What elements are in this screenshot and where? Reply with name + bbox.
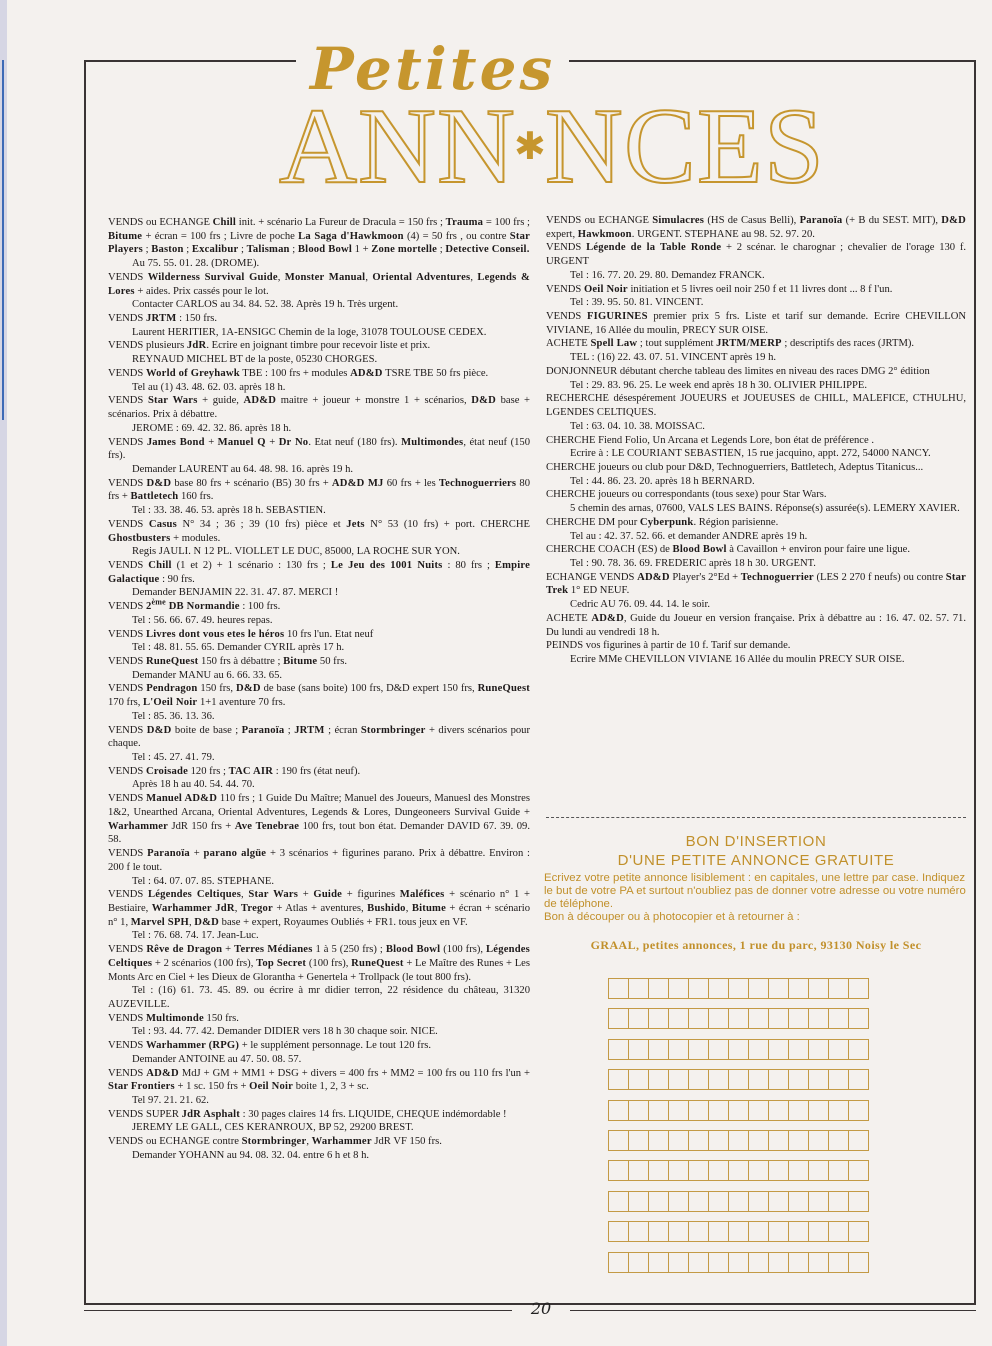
letter-box[interactable]	[668, 1100, 689, 1121]
ad-paragraph: Tel : 63. 04. 10. 38. MOISSAC.	[570, 420, 705, 432]
ad-paragraph: Tel : 56. 66. 67. 49. heures repas.	[132, 614, 273, 626]
ad-paragraph: Demander MANU au 6. 66. 33. 65.	[132, 669, 283, 681]
letter-box[interactable]	[788, 978, 809, 999]
letter-box[interactable]	[648, 1252, 669, 1273]
letter-box[interactable]	[648, 1221, 669, 1242]
ad-paragraph: Ecrire à : LE COURIANT SEBASTIEN, 15 rue jacquino, appt. 272, 54000 NANCY.	[570, 448, 931, 460]
ad-paragraph: Au 75. 55. 01. 28. (DROME).	[132, 258, 260, 270]
title-annonces	[272, 87, 832, 206]
ad-paragraph: VENDS D&D boite de base ; Paranoïa ; JRTM ; écran Stormbringer + divers scénarios pour chaque.	[108, 724, 531, 750]
letter-box[interactable]	[808, 1100, 829, 1121]
ad-paragraph: Tel : 90. 78. 36. 69. FREDERIC après 18 h 30. URGENT.	[570, 557, 816, 569]
letter-box[interactable]	[688, 1130, 709, 1151]
letter-box[interactable]	[628, 1130, 649, 1151]
letter-box[interactable]	[668, 1130, 689, 1151]
letter-box[interactable]	[608, 1191, 629, 1212]
letter-box[interactable]	[808, 1191, 829, 1212]
ad-paragraph: VENDS Rêve de Dragon + Terres Médianes 1 à 5 (250 frs) ; Blood Bowl (100 frs), Légendes Celtiques + 2 scénarios (100 frs), Top Secret (100 frs), RuneQuest + Le Maître des Runes + Les Monts Arc en Ciel + les Dieux de Glorantha + Genertela + Trollpack (le tout 800 frs).	[108, 944, 531, 983]
ad-paragraph: Tel : 45. 27. 41. 79.	[132, 752, 215, 764]
ad-paragraph: Après 18 h au 40. 54. 44. 70.	[132, 779, 255, 791]
letter-box[interactable]	[728, 1130, 749, 1151]
ad-paragraph: VENDS Oeil Noir initiation et 5 livres oeil noir 250 f et 11 livres dont ... 8 f l'un.	[546, 283, 893, 295]
ad-paragraph: Demander ANTOINE au 47. 50. 08. 57.	[132, 1053, 302, 1065]
ad-paragraph: Ecrire MMe CHEVILLON VIVIANE 16 Allée du moulin PRECY SUR OISE.	[570, 654, 905, 665]
coupon-heading-line1: BON D'INSERTION	[685, 833, 827, 850]
letter-box[interactable]	[748, 978, 769, 999]
ad-paragraph: CHERCHE DM pour Cyberpunk. Région parisienne.	[546, 516, 779, 528]
letter-box[interactable]	[608, 978, 629, 999]
ad-paragraph: Tel au : 42. 37. 52. 66. et demander ANDRE après 19 h.	[570, 530, 808, 542]
letter-box[interactable]	[708, 978, 729, 999]
letter-box[interactable]	[748, 1039, 769, 1060]
grid-row	[608, 1191, 869, 1212]
ad-paragraph: CHERCHE COACH (ES) de Blood Bowl à Cavaillon + environ pour faire une ligue.	[546, 544, 911, 556]
letter-box[interactable]	[648, 1130, 669, 1151]
letter-box[interactable]	[608, 1130, 629, 1151]
letter-box[interactable]	[748, 1008, 769, 1029]
ad-paragraph: VENDS Multimonde 150 frs.	[108, 1012, 239, 1024]
letter-box[interactable]	[608, 1221, 629, 1242]
ad-paragraph: Tel : 16. 77. 20. 29. 80. Demandez FRANCK.	[570, 269, 765, 281]
letter-box[interactable]	[648, 1008, 669, 1029]
ad-paragraph: DONJONNEUR débutant cherche tableau des limites en niveau des races DMG 2° édition	[546, 365, 930, 377]
letter-box[interactable]	[828, 1100, 849, 1121]
letter-box[interactable]	[688, 1039, 709, 1060]
ad-paragraph: Tel : 85. 36. 13. 36.	[132, 710, 215, 722]
letter-box[interactable]	[808, 1130, 829, 1151]
letter-box[interactable]	[628, 1008, 649, 1029]
grid-row	[608, 1252, 869, 1273]
ad-paragraph: Tel : 39. 95. 50. 81. VINCENT.	[570, 297, 704, 309]
letter-box[interactable]	[768, 1221, 789, 1242]
letter-box[interactable]	[768, 978, 789, 999]
letter-box[interactable]	[848, 1252, 869, 1273]
title-annonces-left: ANN	[279, 87, 517, 206]
ad-paragraph: Tel : 33. 38. 46. 53. après 18 h. SEBASTIEN.	[132, 505, 326, 517]
grid-row	[608, 978, 869, 999]
coupon-instruction-text: Ecrivez votre petite annonce lisiblement : en capitales, une lettre par case. Indiquez le but de votre PA et surtout n'oubliez pas de donner votre adresse ou votre numéro de téléphone.	[544, 872, 966, 910]
letter-box[interactable]	[788, 1100, 809, 1121]
letter-box[interactable]	[668, 1039, 689, 1060]
letter-box[interactable]	[788, 1252, 809, 1273]
letter-box[interactable]	[788, 1069, 809, 1090]
letter-box[interactable]	[808, 1252, 829, 1273]
ad-paragraph: Tel : 29. 83. 96. 25. Le week end après 18 h 30. OLIVIER PHILIPPE.	[570, 379, 868, 391]
letter-box[interactable]	[648, 1100, 669, 1121]
letter-box[interactable]	[788, 1130, 809, 1151]
letter-box[interactable]	[708, 1100, 729, 1121]
ad-paragraph: VENDS Casus N° 34 ; 36 ; 39 (10 frs) pièce et Jets N° 53 (10 frs) + port. CHERCHE Ghostbusters + modules.	[108, 518, 530, 544]
letter-box[interactable]	[808, 1160, 829, 1181]
ad-paragraph: VENDS Légende de la Table Ronde + 2 scénar. le charognar ; chevalier de l'orage 130 f. URGENT	[546, 242, 966, 268]
letter-box[interactable]	[848, 978, 869, 999]
letter-box[interactable]	[728, 1252, 749, 1273]
ad-paragraph: VENDS SUPER JdR Asphalt : 30 pages claires 14 frs. LIQUIDE, CHEQUE indémordable !	[108, 1108, 507, 1120]
letter-box[interactable]	[828, 1160, 849, 1181]
ad-paragraph: Cedric AU 76. 09. 44. 14. le soir.	[570, 599, 711, 611]
letter-box[interactable]	[728, 1191, 749, 1212]
ad-paragraph: VENDS Wilderness Survival Guide, Monster Manual, Oriental Adventures, Legends & Lores + aides. Prix cassés pour le lot.	[108, 271, 531, 297]
page-number: 20	[530, 1299, 552, 1318]
page-edge-stripe	[2, 60, 4, 420]
letter-box[interactable]	[628, 1160, 649, 1181]
ad-paragraph: VENDS Légendes Celtiques, Star Wars + Guide + figurines Maléfices + scénario n° 1 + Bestiaire, Warhammer JdR, Tregor + Atlas + aventures, Bushido, Bitume + écran + scénario n° 1, Marvel SPH, D&D base + expert, Royaumes Oubliés + FR1. tous jeux en VF.	[108, 889, 531, 928]
letter-box[interactable]	[708, 1221, 729, 1242]
ad-paragraph: VENDS ou ECHANGE Chill init. + scénario La Fureur de Dracula = 150 frs ; Trauma = 100 frs ; Bitume + écran = 100 frs ; Livre de poche La Saga d'Hawkmoon (4) = 50 frs , ou contre Star Players ; Baston ; Excalibur ; Talisman ; Blood Bowl 1 + Zone mortelle ; Detective Conseil.	[108, 217, 530, 256]
letter-box[interactable]	[828, 1069, 849, 1090]
letter-box[interactable]	[848, 1130, 869, 1151]
letter-box[interactable]	[668, 978, 689, 999]
title-annonces-right: NCES	[544, 87, 825, 206]
ad-paragraph: 5 chemin des arnas, 07600, VALS LES BAINS. Réponse(s) assurée(s). LEMERY XAVIER.	[570, 503, 960, 515]
ad-paragraph: CHERCHE Fiend Folio, Un Arcana et Legends Lore, bon état de préférence .	[546, 434, 875, 446]
ad-paragraph: Tel 97. 21. 21. 62.	[132, 1095, 209, 1106]
letter-box[interactable]	[788, 1039, 809, 1060]
ad-paragraph: VENDS Croisade 120 frs ; TAC AIR : 190 frs (état neuf).	[108, 765, 361, 777]
letter-box[interactable]	[768, 1191, 789, 1212]
letter-box[interactable]	[608, 1160, 629, 1181]
ad-paragraph: Demander LAURENT au 64. 48. 98. 16. après 19 h.	[132, 463, 354, 475]
letter-box[interactable]	[688, 1160, 709, 1181]
ad-paragraph: VENDS D&D base 80 frs + scénario (B5) 30 frs + AD&D MJ 60 frs + les Technoguerriers 80 frs + Battletech 160 frs.	[108, 477, 530, 503]
ad-paragraph: VENDS JRTM : 150 frs.	[108, 313, 218, 325]
ad-paragraph: Tel au (1) 43. 48. 62. 03. après 18 h.	[132, 381, 286, 393]
letter-box[interactable]	[628, 1100, 649, 1121]
letter-box[interactable]	[828, 1221, 849, 1242]
ads-column-right	[546, 214, 966, 667]
grid-row	[608, 1008, 869, 1029]
letter-box[interactable]	[828, 1191, 849, 1212]
ad-paragraph: Tel : (16) 61. 73. 45. 89. ou écrire à mr didier terron, 22 résidence du château, 31320 AUZEVILLE.	[108, 985, 530, 1010]
ad-paragraph: Laurent HERITIER, 1A-ENSIGC Chemin de la loge, 31078 TOULOUSE CEDEX.	[132, 326, 487, 338]
grid-row	[608, 1069, 869, 1090]
letter-box[interactable]	[768, 1160, 789, 1181]
letter-box[interactable]	[648, 1039, 669, 1060]
ad-paragraph: REYNAUD MICHEL BT de la poste, 05230 CHORGES.	[132, 354, 378, 366]
ad-paragraph: JEREMY LE GALL, CES KERANROUX, BP 52, 29200 BREST.	[132, 1122, 414, 1134]
grid-row	[608, 1039, 869, 1060]
letter-box[interactable]	[748, 1160, 769, 1181]
ad-paragraph: TEL : (16) 22. 43. 07. 51. VINCENT après 19 h.	[570, 352, 777, 364]
ad-paragraph: VENDS ou ECHANGE Simulacres (HS de Casus Belli), Paranoïa (+ B du SEST. MIT), D&D expert, Hawkmoon. URGENT. STEPHANE au 98. 52. 97. 20.	[546, 215, 966, 240]
letter-box[interactable]	[648, 1160, 669, 1181]
letter-box[interactable]	[708, 1130, 729, 1151]
ad-paragraph: VENDS Paranoïa + parano algüe + 3 scénarios + figurines parano. Prix à débattre. Environ : 200 f le tout.	[108, 848, 531, 873]
letter-box[interactable]	[828, 1008, 849, 1029]
letter-box[interactable]	[668, 1160, 689, 1181]
letter-box[interactable]	[608, 1252, 629, 1273]
footer-rule-left	[84, 1310, 512, 1311]
ad-paragraph: VENDS Warhammer (RPG) + le supplément personnage. Le tout 120 frs.	[108, 1040, 432, 1052]
coupon-instruction-return: Bon à découper ou à photocopier et à retourner à :	[544, 911, 800, 923]
coupon-instructions	[544, 872, 968, 924]
letter-box[interactable]	[848, 1100, 869, 1121]
letter-box[interactable]	[748, 1191, 769, 1212]
letter-box[interactable]	[748, 1100, 769, 1121]
star-icon: ✱	[514, 126, 547, 168]
letter-box[interactable]	[708, 1160, 729, 1181]
letter-box[interactable]	[628, 1069, 649, 1090]
letter-box[interactable]	[848, 1069, 869, 1090]
ad-paragraph: Demander YOHANN au 94. 08. 32. 04. entre 6 h et 8 h.	[132, 1149, 370, 1161]
ad-paragraph: RECHERCHE désespérement JOUEURS et JOUEUSES de CHILL, MALEFICE, CTHULHU, LGENDES CELTIQUES.	[546, 393, 966, 419]
letter-box[interactable]	[748, 1252, 769, 1273]
letter-box[interactable]	[808, 1039, 829, 1060]
letter-grid	[608, 978, 869, 1282]
ad-paragraph: VENDS ou ECHANGE contre Stormbringer, Warhammer JdR VF 150 frs.	[108, 1136, 442, 1148]
letter-box[interactable]	[708, 1069, 729, 1090]
ad-paragraph: VENDS FIGURINES premier prix 5 frs. Liste et tarif sur demande. Ecrire CHEVILLON VIVIANE, 16 Allée du moulin, PRECY SUR OISE.	[546, 311, 966, 336]
ad-paragraph: PEINDS vos figurines à partir de 10 f. Tarif sur demande.	[546, 640, 791, 652]
letter-box[interactable]	[608, 1008, 629, 1029]
letter-box[interactable]	[628, 1191, 649, 1212]
letter-box[interactable]	[688, 1069, 709, 1090]
ad-paragraph: Regis JAULI. N 12 PL. VIOLLET LE DUC, 85000, LA ROCHE SUR YON.	[132, 546, 460, 558]
letter-box[interactable]	[608, 1100, 629, 1121]
letter-box[interactable]	[668, 1069, 689, 1090]
letter-box[interactable]	[768, 1252, 789, 1273]
letter-box[interactable]	[668, 1008, 689, 1029]
letter-box[interactable]	[608, 1039, 629, 1060]
ad-paragraph: CHERCHE joueurs ou correspondants (tous sexe) pour Star Wars.	[546, 489, 827, 501]
letter-box[interactable]	[628, 1221, 649, 1242]
grid-row	[608, 1221, 869, 1242]
letter-box[interactable]	[688, 978, 709, 999]
footer-rule-right	[570, 1310, 976, 1311]
letter-box[interactable]	[808, 1221, 829, 1242]
letter-box[interactable]	[728, 978, 749, 999]
letter-box[interactable]	[768, 1008, 789, 1029]
letter-box[interactable]	[828, 1039, 849, 1060]
letter-box[interactable]	[768, 1130, 789, 1151]
letter-box[interactable]	[688, 1008, 709, 1029]
ad-paragraph: VENDS Manuel AD&D 110 frs ; 1 Guide Du Maître; Manuel des Joueurs, Manuesl des Monstres 1&2, Unearthed Arcana, Oriental Adventures, Legends & Lores, Dungeoneers Survival Guide + Warhammer JdR 150 frs + Ave Tenebrae 100 frs, tout bon état. Demander DAVID 67. 39. 09. 58.	[108, 793, 530, 846]
letter-box[interactable]	[688, 1100, 709, 1121]
letter-box[interactable]	[628, 978, 649, 999]
letter-box[interactable]	[688, 1252, 709, 1273]
letter-box[interactable]	[788, 1008, 809, 1029]
ad-paragraph: Tel : 76. 68. 74. 17. Jean-Luc.	[132, 930, 259, 942]
letter-box[interactable]	[728, 1039, 749, 1060]
ad-paragraph: VENDS plusieurs JdR. Ecrire en joignant timbre pour recevoir liste et prix.	[108, 340, 431, 352]
cut-line	[546, 817, 966, 818]
letter-box[interactable]	[708, 1252, 729, 1273]
letter-box[interactable]	[848, 1221, 869, 1242]
ad-paragraph: VENDS Chill (1 et 2) + 1 scénario : 130 frs ; Le Jeu des 1001 Nuits : 80 frs ; Empire Galactique : 90 frs.	[108, 559, 531, 585]
letter-box[interactable]	[808, 978, 829, 999]
ad-paragraph: JEROME : 69. 42. 32. 86. après 18 h.	[132, 422, 292, 434]
ad-paragraph: VENDS James Bond + Manuel Q + Dr No. Etat neuf (180 frs). Multimondes, état neuf (150 frs).	[108, 436, 530, 462]
letter-box[interactable]	[848, 1008, 869, 1029]
letter-box[interactable]	[728, 1100, 749, 1121]
letter-box[interactable]	[748, 1130, 769, 1151]
ad-paragraph: Tel : 93. 44. 77. 42. Demander DIDIER vers 18 h 30 chaque soir. NICE.	[132, 1026, 438, 1038]
letter-box[interactable]	[708, 1039, 729, 1060]
letter-box[interactable]	[728, 1069, 749, 1090]
letter-box[interactable]	[788, 1191, 809, 1212]
letter-box[interactable]	[668, 1221, 689, 1242]
letter-box[interactable]	[828, 1130, 849, 1151]
letter-box[interactable]	[628, 1252, 649, 1273]
grid-row	[608, 1100, 869, 1121]
ad-paragraph: VENDS 2ème DB Normandie : 100 frs.	[108, 597, 281, 613]
letter-box[interactable]	[628, 1039, 649, 1060]
letter-box[interactable]	[768, 1069, 789, 1090]
title-petites: Petites	[296, 34, 569, 104]
letter-box[interactable]	[648, 978, 669, 999]
ad-paragraph: VENDS Star Wars + guide, AD&D maitre + joueur + monstre 1 + scénarios, D&D base + scénarios. Prix à débattre.	[108, 395, 530, 421]
letter-box[interactable]	[748, 1221, 769, 1242]
letter-box[interactable]	[848, 1039, 869, 1060]
ad-paragraph: Demander BENJAMIN 22. 31. 47. 87. MERCI !	[132, 587, 339, 599]
ad-paragraph: VENDS RuneQuest 150 frs à débattre ; Bitume 50 frs.	[108, 656, 347, 667]
letter-box[interactable]	[688, 1221, 709, 1242]
grid-row	[608, 1160, 869, 1181]
ad-paragraph: Tel : 48. 81. 55. 65. Demander CYRIL après 17 h.	[132, 642, 345, 654]
letter-box[interactable]	[708, 1191, 729, 1212]
letter-box[interactable]	[768, 1039, 789, 1060]
ad-paragraph: Tel : 64. 07. 07. 85. STEPHANE.	[132, 875, 274, 887]
coupon-address: GRAAL, petites annonces, 1 rue du parc, 93130 Noisy le Sec	[590, 938, 922, 952]
ad-paragraph: VENDS World of Greyhawk TBE : 100 frs + modules AD&D TSRE TBE 50 frs pièce.	[108, 367, 489, 379]
letter-box[interactable]	[768, 1100, 789, 1121]
letter-box[interactable]	[788, 1160, 809, 1181]
letter-box[interactable]	[828, 1252, 849, 1273]
grid-row	[608, 1130, 869, 1151]
letter-box[interactable]	[808, 1069, 829, 1090]
coupon-heading-line2: D'UNE PETITE ANNONCE GRATUITE	[617, 852, 895, 869]
letter-box[interactable]	[688, 1191, 709, 1212]
ad-paragraph: VENDS AD&D MdJ + GM + MM1 + DSG + divers = 400 frs + MM2 = 100 frs ou 110 frs l'un + Star Frontiers + 1 sc. 150 frs + Oeil Noir boite 1, 2, 3 + sc.	[108, 1067, 530, 1093]
page-edge	[0, 0, 7, 1346]
ad-paragraph: ACHETE AD&D, Guide du Joueur en version française. Prix à débattre au : 16. 47. 02. 57. 71. Du lundi au vendredi 18 h.	[546, 612, 966, 638]
ad-paragraph: CHERCHE joueurs ou club pour D&D, Technoguerriers, Battletech, Adeptus Titanicus...	[546, 461, 924, 473]
ad-paragraph: VENDS Livres dont vous etes le héros 10 frs l'un. Etat neuf	[108, 628, 374, 640]
ad-paragraph: Tel : 44. 86. 23. 20. après 18 h BERNARD.	[570, 475, 755, 487]
ad-paragraph: ECHANGE VENDS AD&D Player's 2°Ed + Technoguerrier (LES 2 270 f neufs) ou contre Star Trek 1° ED NEUF.	[546, 571, 967, 597]
letter-box[interactable]	[748, 1069, 769, 1090]
letter-box[interactable]	[728, 1008, 749, 1029]
insertion-coupon	[544, 832, 968, 953]
ad-paragraph: ACHETE Spell Law ; tout supplément JRTM/MERP ; descriptifs des races (JRTM).	[546, 338, 915, 350]
letter-box[interactable]	[828, 978, 849, 999]
letter-box[interactable]	[668, 1191, 689, 1212]
letter-box[interactable]	[668, 1252, 689, 1273]
ads-column-left	[108, 216, 530, 1163]
letter-box[interactable]	[728, 1221, 749, 1242]
ad-paragraph: VENDS Pendragon 150 frs, D&D de base (sans boite) 100 frs, D&D expert 150 frs, RuneQuest 170 frs, L'Oeil Noir 1+1 aventure 70 frs.	[108, 683, 530, 709]
letter-box[interactable]	[808, 1008, 829, 1029]
letter-box[interactable]	[788, 1221, 809, 1242]
letter-box[interactable]	[648, 1069, 669, 1090]
letter-box[interactable]	[648, 1191, 669, 1212]
letter-box[interactable]	[848, 1160, 869, 1181]
letter-box[interactable]	[728, 1160, 749, 1181]
letter-box[interactable]	[848, 1191, 869, 1212]
ad-paragraph: Contacter CARLOS au 34. 84. 52. 38. Après 19 h. Très urgent.	[132, 299, 399, 311]
letter-box[interactable]	[708, 1008, 729, 1029]
letter-box[interactable]	[608, 1069, 629, 1090]
